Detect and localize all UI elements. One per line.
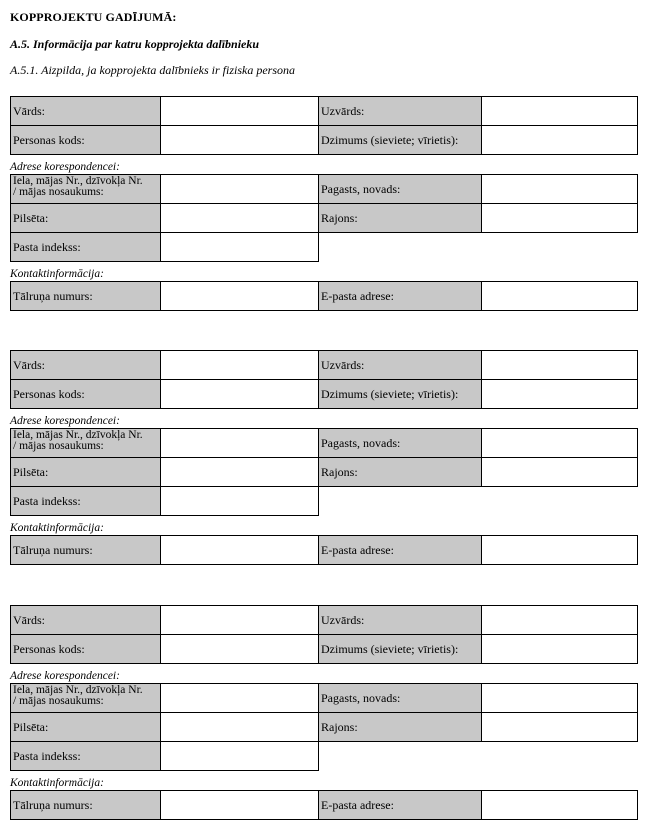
dzimums-field[interactable] <box>481 125 638 155</box>
pilseta-field[interactable] <box>160 457 319 487</box>
dzimums-label: Dzimums (sieviete; vīrietis): <box>318 634 482 664</box>
epasts-label: E-pasta adrese: <box>318 790 482 820</box>
iela-field[interactable] <box>160 174 319 204</box>
vards-field[interactable] <box>160 350 319 380</box>
personas-kods-field[interactable] <box>160 125 319 155</box>
epasts-field[interactable] <box>481 535 638 565</box>
pagasts-label: Pagasts, novads: <box>318 683 482 713</box>
pagasts-field[interactable] <box>481 174 638 204</box>
iela-label-line1: Iela, mājas Nr., dzīvokļa Nr. <box>13 175 143 187</box>
dzimums-label: Dzimums (sieviete; vīrietis): <box>318 379 482 409</box>
pagasts-field[interactable] <box>481 683 638 713</box>
personas-kods-label: Personas kods: <box>10 125 161 155</box>
page-title: KOPPROJEKTU GADĪJUMĀ: <box>10 10 177 24</box>
rajons-field[interactable] <box>481 203 638 233</box>
vards-field[interactable] <box>160 605 319 635</box>
iela-label-line1: Iela, mājas Nr., dzīvokļa Nr. <box>13 684 143 696</box>
rajons-label: Rajons: <box>318 203 482 233</box>
pasta-indekss-field[interactable] <box>160 232 319 262</box>
dzimums-field[interactable] <box>481 379 638 409</box>
personas-kods-field[interactable] <box>160 634 319 664</box>
pilseta-label: Pilsēta: <box>10 457 161 487</box>
pasta-indekss-label: Pasta indekss: <box>10 741 161 771</box>
uzvards-field[interactable] <box>481 96 638 126</box>
talrunis-field[interactable] <box>160 790 319 820</box>
talrunis-field[interactable] <box>160 535 319 565</box>
section-heading: A.5. Informācija par katru kopprojekta dalībnieku <box>10 37 260 51</box>
uzvards-field[interactable] <box>481 605 638 635</box>
vards-label: Vārds: <box>10 350 161 380</box>
section-note: A.5.1. Aizpilda, ja kopprojekta dalībnieks ir fiziska persona <box>10 63 295 77</box>
pilseta-label: Pilsēta: <box>10 712 161 742</box>
rajons-label: Rajons: <box>318 712 482 742</box>
adrese-section-label: Adrese korespondencei: <box>10 415 120 427</box>
uzvards-field[interactable] <box>481 350 638 380</box>
epasts-field[interactable] <box>481 281 638 311</box>
kontakt-section-label: Kontaktinformācija: <box>10 777 104 789</box>
adrese-section-label: Adrese korespondencei: <box>10 161 120 173</box>
iela-label-line1: Iela, mājas Nr., dzīvokļa Nr. <box>13 429 143 441</box>
iela-label-line2: / mājas nosaukums: <box>13 186 104 198</box>
pasta-indekss-field[interactable] <box>160 486 319 516</box>
epasts-label: E-pasta adrese: <box>318 281 482 311</box>
talrunis-label: Tālruņa numurs: <box>10 790 161 820</box>
pagasts-label: Pagasts, novads: <box>318 174 482 204</box>
pagasts-label: Pagasts, novads: <box>318 428 482 458</box>
talrunis-label: Tālruņa numurs: <box>10 281 161 311</box>
pasta-indekss-label: Pasta indekss: <box>10 232 161 262</box>
pagasts-field[interactable] <box>481 428 638 458</box>
iela-label-line2: / mājas nosaukums: <box>13 440 104 452</box>
dzimums-label: Dzimums (sieviete; vīrietis): <box>318 125 482 155</box>
iela-label <box>10 683 161 713</box>
vards-field[interactable] <box>160 96 319 126</box>
uzvards-label: Uzvārds: <box>318 96 482 126</box>
pasta-indekss-label: Pasta indekss: <box>10 486 161 516</box>
kontakt-section-label: Kontaktinformācija: <box>10 522 104 534</box>
pasta-indekss-field[interactable] <box>160 741 319 771</box>
pilseta-label: Pilsēta: <box>10 203 161 233</box>
vards-label: Vārds: <box>10 605 161 635</box>
pilseta-field[interactable] <box>160 712 319 742</box>
personas-kods-label: Personas kods: <box>10 634 161 664</box>
adrese-section-label: Adrese korespondencei: <box>10 670 120 682</box>
epasts-label: E-pasta adrese: <box>318 535 482 565</box>
dzimums-field[interactable] <box>481 634 638 664</box>
pilseta-field[interactable] <box>160 203 319 233</box>
iela-field[interactable] <box>160 428 319 458</box>
iela-label <box>10 428 161 458</box>
personas-kods-label: Personas kods: <box>10 379 161 409</box>
rajons-field[interactable] <box>481 712 638 742</box>
talrunis-field[interactable] <box>160 281 319 311</box>
uzvards-label: Uzvārds: <box>318 350 482 380</box>
rajons-label: Rajons: <box>318 457 482 487</box>
iela-label-line2: / mājas nosaukums: <box>13 695 104 707</box>
talrunis-label: Tālruņa numurs: <box>10 535 161 565</box>
iela-label <box>10 174 161 204</box>
uzvards-label: Uzvārds: <box>318 605 482 635</box>
rajons-field[interactable] <box>481 457 638 487</box>
kontakt-section-label: Kontaktinformācija: <box>10 268 104 280</box>
vards-label: Vārds: <box>10 96 161 126</box>
epasts-field[interactable] <box>481 790 638 820</box>
iela-field[interactable] <box>160 683 319 713</box>
personas-kods-field[interactable] <box>160 379 319 409</box>
